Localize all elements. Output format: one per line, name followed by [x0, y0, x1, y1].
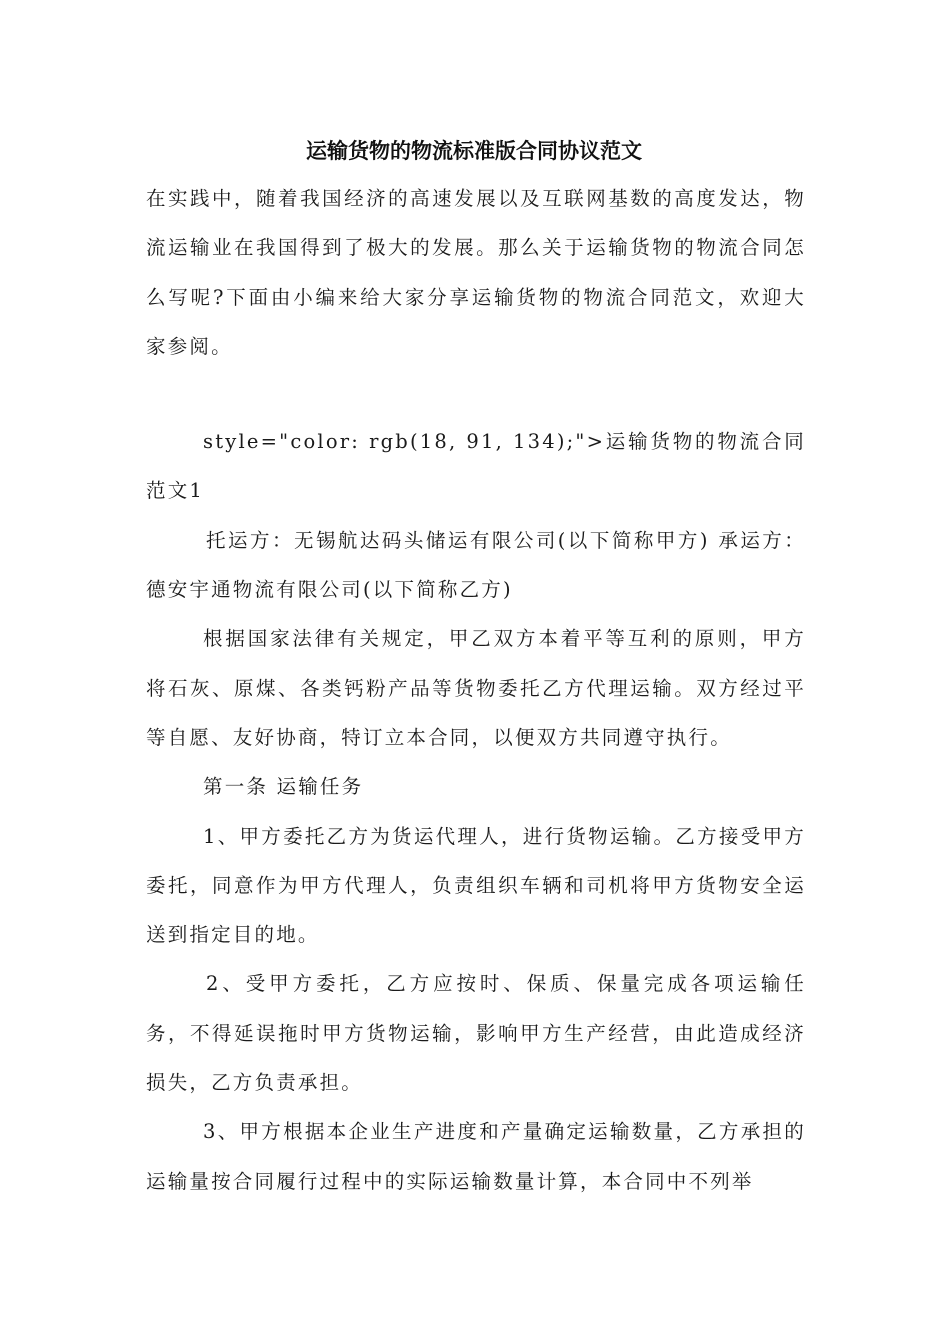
intro-paragraph: 在实践中，随着我国经济的高速发展以及互联网基数的高度发达，物流运输业在我国得到了极大的发展。那么关于运输货物的物流合同怎么写呢?下面由小编来给大家分享运输货物的物流合同范文，欢迎大家参阅。 [146, 187, 806, 358]
clause-3: 3、甲方根据本企业生产进度和产量确定运输数量，乙方承担的运输量按合同履行过程中的实际运输数量计算，本合同中不列举 [146, 1120, 806, 1193]
preamble-paragraph: 根据国家法律有关规定，甲乙双方本着平等互利的原则，甲方将石灰、原煤、各类钙粉产品等货物委托乙方代理运输。双方经过平等自愿、友好协商，特订立本合同，以便双方共同遵守执行。 [146, 627, 806, 749]
clause-1: 1、甲方委托乙方为货运代理人，进行货物运输。乙方接受甲方委托，同意作为甲方代理人，负责组织车辆和司机将甲方货物安全运送到指定目的地。 [146, 824, 806, 947]
parties-paragraph: 托运方：无锡航达码头储运有限公司(以下简称甲方) 承运方：德安宇通物流有限公司(以下简称乙方) [146, 528, 806, 602]
section-heading: style="color: rgb(18, 91, 134);">运输货物的物流合同范文1 [146, 430, 806, 503]
document-page [146, 128, 806, 1206]
paragraph-gap [146, 371, 806, 417]
clause-2: 2、受甲方委托，乙方应按时、保质、保量完成各项运输任务，不得延误拖时甲方货物运输，影响甲方生产经营，由此造成经济损失，乙方负责承担。 [146, 972, 806, 1095]
document-title: 运输货物的物流标准版合同协议范文 [306, 139, 642, 163]
article-1-title: 第一条 运输任务 [203, 775, 364, 799]
